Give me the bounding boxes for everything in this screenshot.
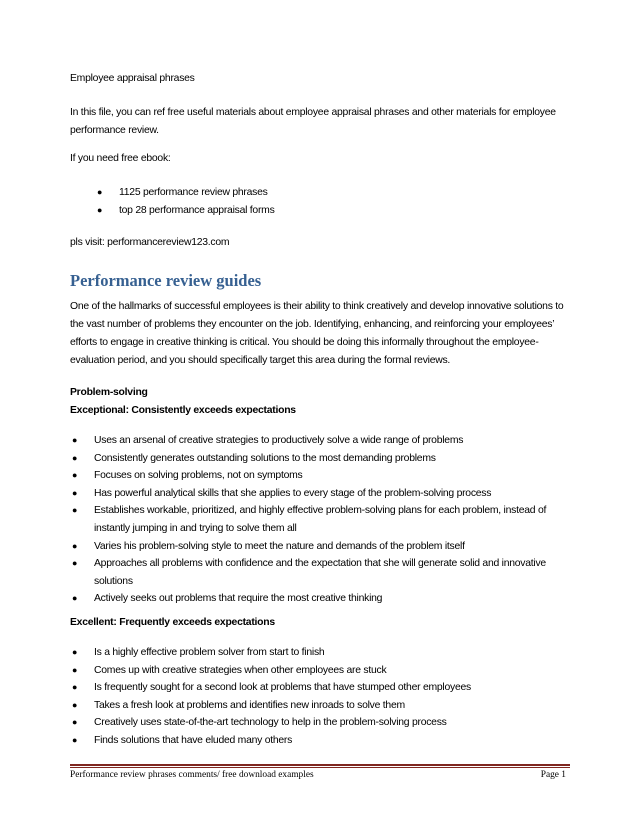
bullet-icon: ●	[72, 470, 78, 481]
section-paragraph: One of the hallmarks of successful employees is their ability to think creatively and develop innovative solutions to the vast number of problems they encounter on the job. Identifying, enhancing, and reinforcing your employees’ efforts to engage in creative thinking is critical. You should be doing this informally throughout the employee-evaluation period, and you should specifically target this area during the formal reviews.	[70, 301, 564, 366]
visit-line: pls visit: performancereview123.com	[70, 237, 230, 248]
bullet-icon: ●	[72, 717, 78, 728]
excellent-label: Excellent: Frequently exceeds expectations	[70, 617, 275, 628]
document-page	[70, 0, 570, 826]
section-heading: Performance review guides	[70, 271, 262, 290]
bullet-icon: ●	[72, 558, 78, 569]
list-item: ● Comes up with creative strategies when other employees are stuck	[94, 662, 564, 680]
list-item: ● Finds solutions that have eluded many others	[94, 732, 564, 750]
bullet-icon: ●	[72, 540, 78, 551]
list-item: ● Is a highly effective problem solver from start to finish	[94, 644, 564, 662]
list-item: ● Approaches all problems with confidence and the expectation that she will generate solid and innovative solutions	[94, 555, 564, 590]
intro-paragraph: In this file, you can ref free useful materials about employee appraisal phrases and other materials for employee performance review.	[70, 107, 556, 136]
excellent-list	[72, 644, 564, 750]
page-number: Page 1	[540, 770, 566, 780]
bullet-icon: ●	[72, 435, 78, 445]
topic-heading: Problem-solving	[70, 387, 148, 398]
footer-caption: Performance review phrases comments/ free download examples	[70, 770, 314, 780]
bullet-icon: ●	[97, 187, 103, 197]
list-item: ● Actively seeks out problems that require the most creative thinking	[94, 590, 564, 608]
list-item: ● Has powerful analytical skills that she applies to every stage of the problem-solving process	[94, 485, 564, 503]
ebook-list	[97, 184, 275, 219]
bullet-icon: ●	[72, 452, 78, 463]
list-item: ● top 28 performance appraisal forms	[119, 202, 275, 220]
list-item: ● Creatively uses state-of-the-art technology to help in the problem-solving process	[94, 714, 564, 732]
bullet-icon: ●	[72, 505, 78, 516]
footer-divider	[70, 764, 570, 766]
bullet-icon: ●	[72, 487, 78, 498]
ebook-prompt: If you need free ebook:	[70, 153, 171, 164]
bullet-icon: ●	[72, 664, 78, 675]
bullet-icon: ●	[72, 647, 78, 657]
document-title: Employee appraisal phrases	[70, 73, 195, 84]
bullet-icon: ●	[72, 699, 78, 710]
list-item: ● Establishes workable, prioritized, and highly effective problem-solving plans for each problem, instead of instantly jumping in and trying to solve them all	[94, 502, 564, 537]
list-item: ● Uses an arsenal of creative strategies to productively solve a wide range of problems	[94, 432, 564, 450]
list-item: ● Varies his problem-solving style to meet the nature and demands of the problem itself	[94, 538, 564, 556]
list-item: ● Focuses on solving problems, not on symptoms	[94, 467, 564, 485]
exceptional-label: Exceptional: Consistently exceeds expectations	[70, 405, 296, 416]
bullet-icon: ●	[72, 734, 78, 745]
bullet-icon: ●	[97, 204, 103, 215]
list-item: ● 1125 performance review phrases	[119, 184, 275, 202]
list-item: ● Is frequently sought for a second look at problems that have stumped other employees	[94, 679, 564, 697]
bullet-icon: ●	[72, 593, 78, 604]
list-item: ● Consistently generates outstanding solutions to the most demanding problems	[94, 450, 564, 468]
bullet-icon: ●	[72, 682, 78, 693]
list-item: ● Takes a fresh look at problems and identifies new inroads to solve them	[94, 697, 564, 715]
exceptional-list	[72, 432, 564, 608]
